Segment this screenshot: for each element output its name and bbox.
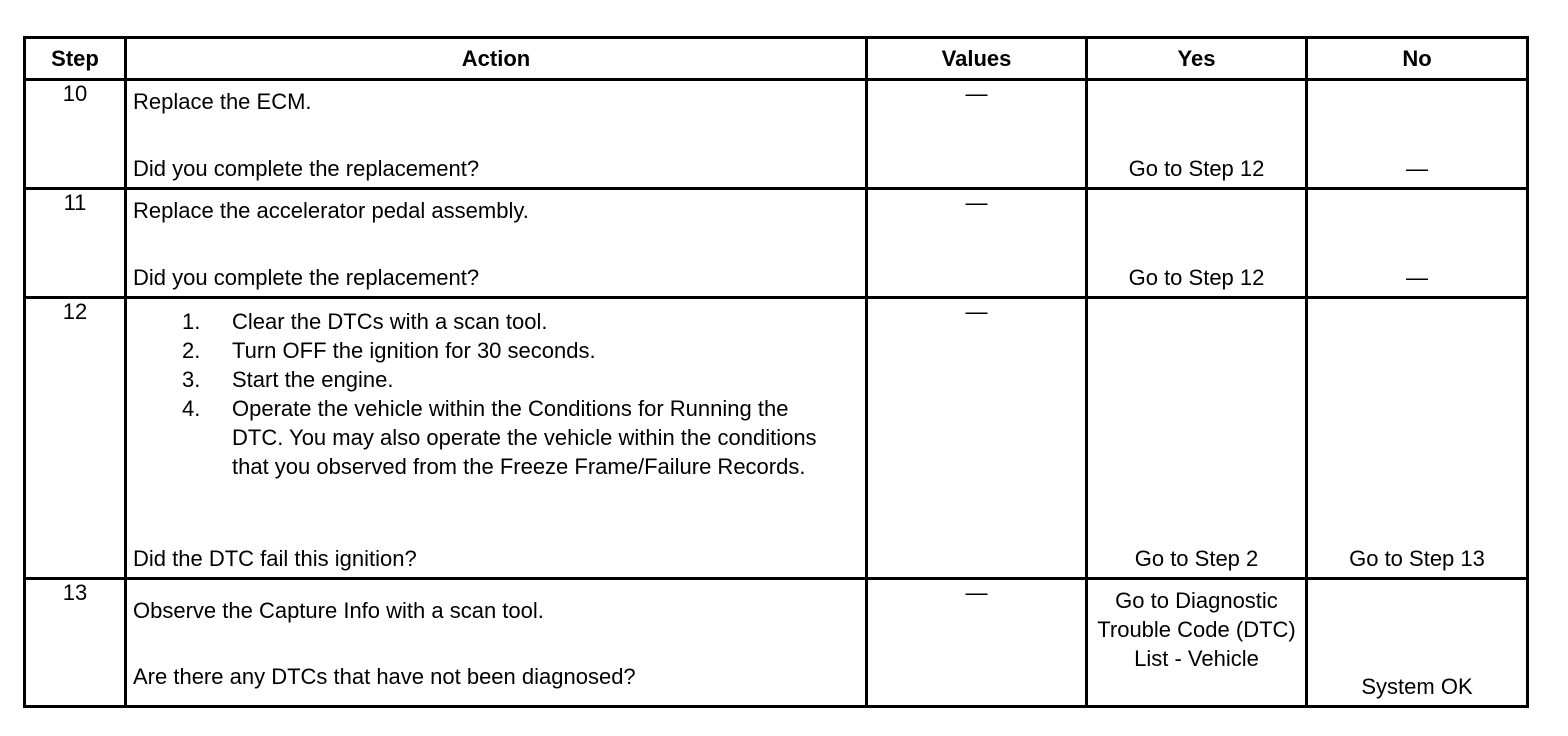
values-cell: — [867,298,1087,579]
yes-text: Go to Diagnostic Trouble Code (DTC) List - Vehicle [1097,588,1296,671]
yes-cell [1087,80,1307,189]
yes-cell [1087,298,1307,579]
header-values: Values [867,38,1087,80]
action-cell [126,189,867,298]
no-cell [1307,579,1528,707]
action-text: Observe the Capture Info with a scan tool. [133,598,544,623]
action-steps-list [127,299,865,481]
header-step: Step [25,38,126,80]
action-question: Did you complete the replacement? [133,156,480,181]
header-action: Action [126,38,867,80]
list-item-text: Turn OFF the ignition for 30 seconds. [232,338,596,363]
yes-text: Go to Step 12 [1128,156,1265,181]
action-text: Replace the ECM. [133,89,312,114]
list-item-number: 3. [182,367,201,392]
header-no: No [1307,38,1528,80]
values-cell: — [867,80,1087,189]
action-question: Did you complete the replacement? [133,265,480,290]
values-cell: — [867,189,1087,298]
table-row [25,298,1528,579]
step-number: 13 [25,579,126,707]
yes-cell [1087,579,1307,707]
list-item-number: 2. [182,338,201,363]
step-number: 10 [25,80,126,189]
table-row [25,579,1528,707]
action-cell [126,298,867,579]
header-row [25,38,1528,80]
no-cell [1307,298,1528,579]
no-text: — [1406,265,1428,290]
list-item [127,336,865,365]
yes-text: Go to Step 12 [1128,265,1265,290]
action-cell [126,80,867,189]
no-text: System OK [1361,674,1473,699]
diagnostic-table [23,36,1529,708]
list-item-text: Clear the DTCs with a scan tool. [232,309,548,334]
header-yes: Yes [1087,38,1307,80]
list-item-number: 4. [182,396,201,421]
list-item-text: Operate the vehicle within the Conditions for Running the DTC. You may also operate the vehicle within the conditions that you observed from the Freeze Frame/Failure Records. [232,396,817,479]
table-row [25,80,1528,189]
list-item-number: 1. [182,309,201,334]
action-question: Are there any DTCs that have not been diagnosed? [133,664,636,689]
no-cell [1307,189,1528,298]
list-item [127,307,865,336]
table-row [25,189,1528,298]
list-item [127,394,865,481]
values-cell: — [867,579,1087,707]
step-number: 12 [25,298,126,579]
yes-text: Go to Step 2 [1134,546,1259,571]
action-text: Replace the accelerator pedal assembly. [133,198,529,223]
no-text: — [1406,156,1428,181]
action-question: Did the DTC fail this ignition? [133,546,417,571]
list-item-text: Start the engine. [232,367,394,392]
no-text: Go to Step 13 [1349,546,1485,571]
step-number: 11 [25,189,126,298]
yes-cell [1087,189,1307,298]
list-item [127,365,865,394]
no-cell [1307,80,1528,189]
action-cell [126,579,867,707]
